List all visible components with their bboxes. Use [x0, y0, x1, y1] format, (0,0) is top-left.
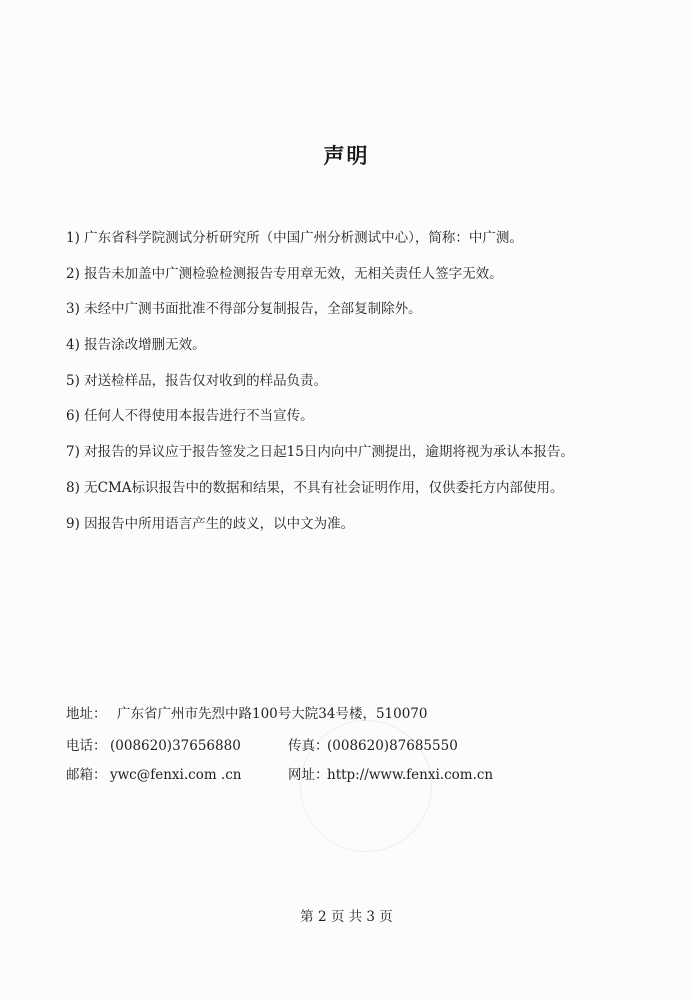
- email-value: ywc@fenxi.com .cn: [110, 767, 242, 783]
- email-label: 邮箱：: [66, 767, 107, 783]
- phone-value: (008620)37656880: [110, 738, 241, 754]
- address-value: 广东省广州市先烈中路100号大院34号楼，510070: [117, 706, 428, 722]
- declaration-list: [66, 228, 666, 549]
- declaration-item: 7) 对报告的异议应于报告签发之日起15日内向中广测提出，逾期将视为承认本报告。: [66, 444, 574, 461]
- declaration-item: 3) 未经中广测书面批准不得部分复制报告，全部复制除外。: [66, 301, 422, 318]
- declaration-item: 4) 报告涂改增删无效。: [66, 337, 206, 354]
- declaration-item: 1) 广东省科学院测试分析研究所（中国广州分析测试中心），简称：中广测。: [66, 230, 523, 246]
- page-number: 第 2 页 共 3 页: [300, 909, 393, 925]
- declaration-item: 9) 因报告中所用语言产生的歧义，以中文为准。: [66, 515, 355, 532]
- website-label: 网址：: [288, 767, 329, 783]
- declaration-item: 6) 任何人不得使用本报告进行不当宣传。: [66, 408, 314, 425]
- declaration-item: 5) 对送检样品，报告仅对收到的样品负责。: [66, 372, 328, 389]
- fax-label: 传真：: [288, 738, 329, 754]
- page-title: 声明: [323, 143, 370, 168]
- declaration-item: 2) 报告未加盖中广测检验检测报告专用章无效，无相关责任人签字无效。: [66, 265, 503, 282]
- fax-value: (008620)87685550: [327, 738, 458, 754]
- phone-label: 电话：: [66, 738, 107, 754]
- address-label: 地址：: [66, 706, 107, 722]
- declaration-item: 8) 无CMA标识报告中的数据和结果，不具有社会证明作用，仅供委托方内部使用。: [66, 479, 564, 496]
- website-value: http://www.fenxi.com.cn: [327, 767, 494, 783]
